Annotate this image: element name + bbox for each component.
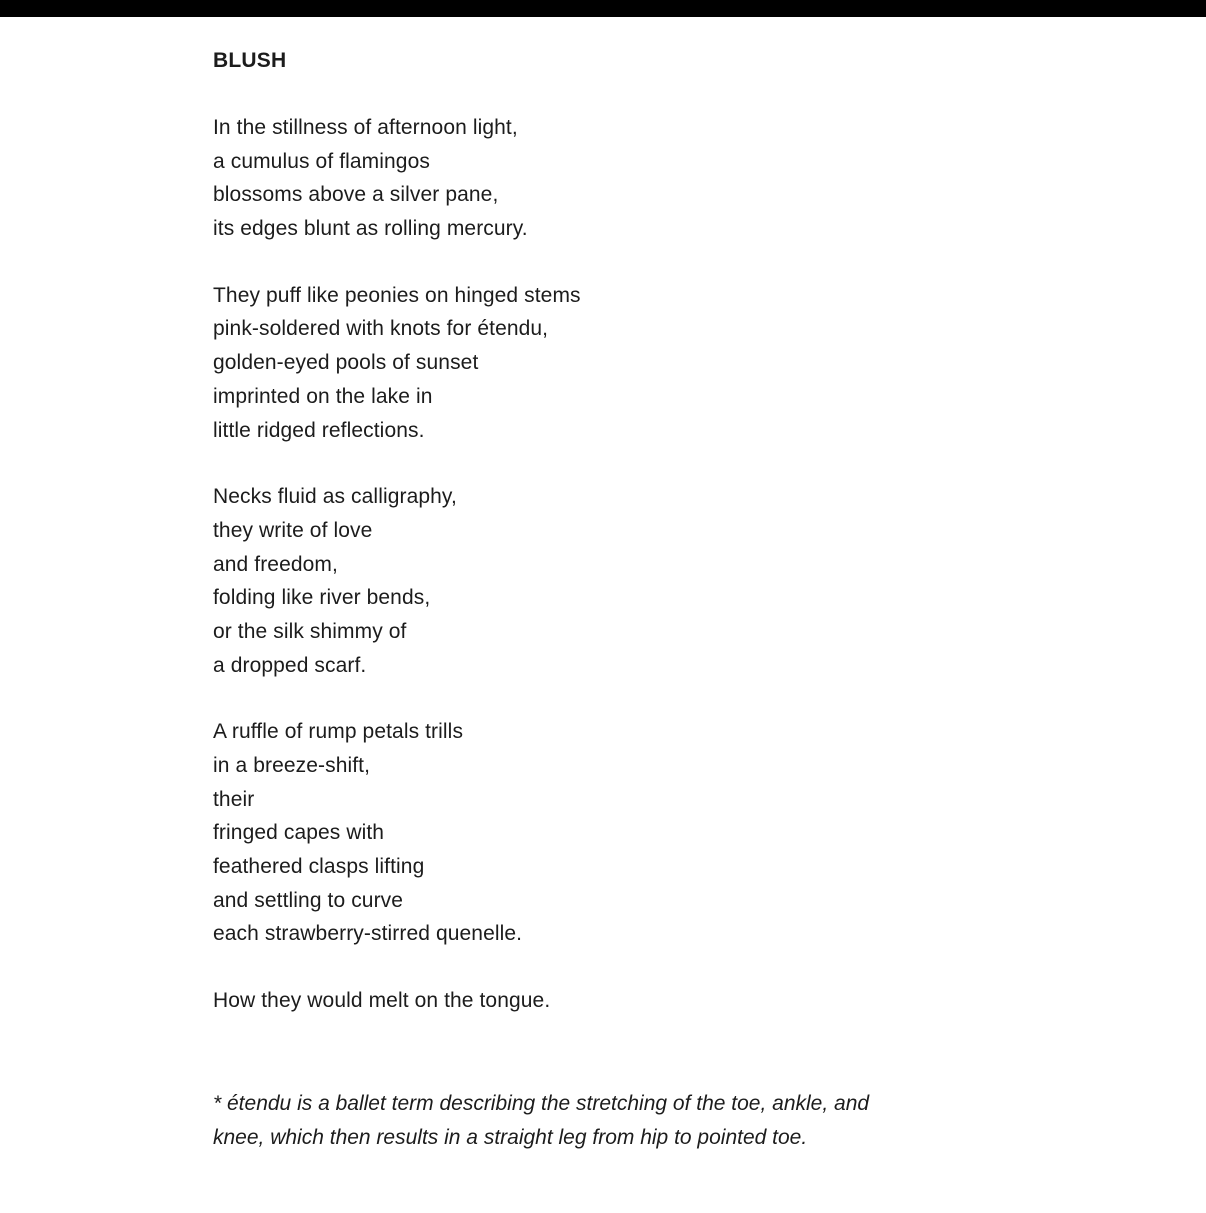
poem-line: How they would melt on the tongue.: [213, 989, 551, 1013]
poem-line: little ridged reflections.: [213, 418, 425, 442]
poem-line: A ruffle of rump petals trills: [213, 720, 464, 744]
poem-title: BLUSH: [213, 49, 287, 72]
stanza-3: [213, 480, 1113, 682]
poem-line: each strawberry-stirred quenelle.: [213, 922, 523, 946]
poem-line: In the stillness of afternoon light,: [213, 116, 518, 139]
poem-line: fringed capes with: [213, 821, 385, 845]
footnote-line: * étendu is a ballet term describing the stretching of the toe, ankle, and: [213, 1092, 870, 1115]
footnote: [213, 1087, 1113, 1154]
poem-line: its edges blunt as rolling mercury.: [213, 217, 528, 241]
stanza-1: [213, 111, 1113, 246]
poem-line: folding like river bends,: [213, 586, 431, 610]
poem-line: pink-soldered with knots for étendu,: [213, 317, 549, 341]
poem-page: [213, 44, 1113, 1149]
top-bar: [0, 0, 1206, 17]
poem-line: and freedom,: [213, 552, 338, 576]
stanza-2: [213, 279, 1113, 447]
poem-line: Necks fluid as calligraphy,: [213, 485, 457, 509]
stanza-5: [213, 984, 1113, 1018]
poem-line: a dropped scarf.: [213, 653, 367, 677]
poem-line: in a breeze-shift,: [213, 754, 371, 777]
poem-line: their: [213, 787, 255, 811]
poem-line: They puff like peonies on hinged stems: [213, 283, 581, 307]
poem-line: a cumulus of flamingos: [213, 149, 430, 173]
footnote-line: knee, which then results in a straight leg from hip to pointed toe.: [213, 1125, 808, 1149]
poem-line: blossoms above a silver pane,: [213, 183, 499, 207]
poem-line: feathered clasps lifting: [213, 855, 425, 879]
poem-line: and settling to curve: [213, 888, 404, 912]
poem-line: imprinted on the lake in: [213, 384, 433, 408]
stanza-4: [213, 715, 1113, 951]
poem-line: they write of love: [213, 518, 373, 542]
poem-line: golden-eyed pools of sunset: [213, 351, 479, 375]
poem-line: or the silk shimmy of: [213, 619, 407, 643]
